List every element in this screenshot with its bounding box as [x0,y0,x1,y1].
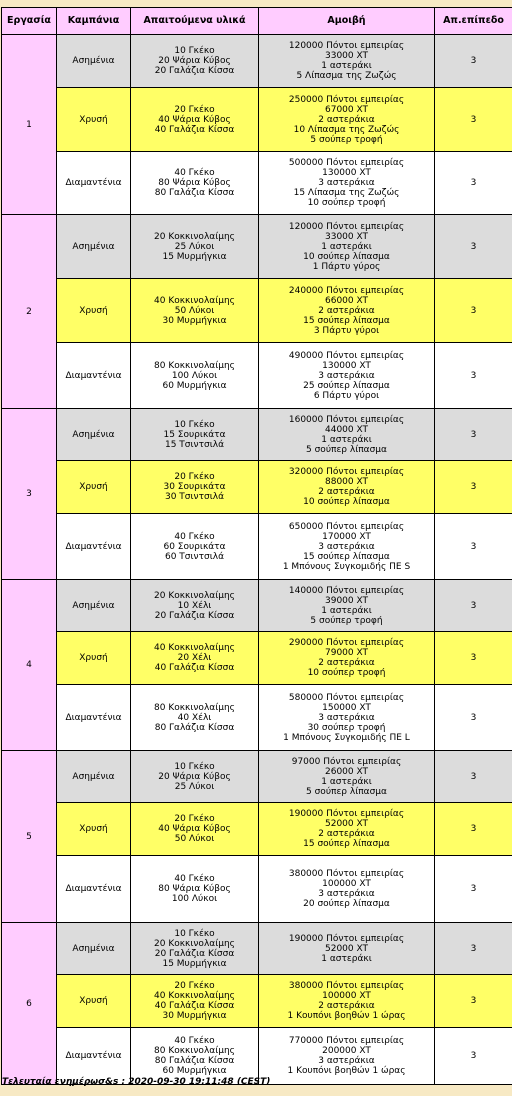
material-line: 80 Κοκκινολαίμης [154,702,235,713]
reward-cell [259,88,435,152]
task-number: 6 [2,923,57,1085]
reward-cell [259,685,435,751]
material-line: 15 Σουρικάτα [163,429,226,440]
material-line: 20 Γαλάζια Κίσσα [154,66,235,76]
level-cell: 3 [435,685,512,751]
reward-line: 140000 Πόντοι εμπειρίας [288,585,405,596]
level-cell: 3 [435,975,512,1028]
campaign-cell: Ασημένια [57,215,131,279]
reward-line: 3 αστεράκια [318,541,375,552]
material-line: 60 Μυρμήγκια [162,1066,227,1076]
level-cell: 3 [435,279,512,343]
reward-line: 250000 Πόντοι εμπειρίας [288,94,405,105]
materials-cell [131,461,259,514]
reward-line: 3 αστεράκια [318,1056,375,1066]
material-line: 80 Κοκκινολαίμης [154,1046,235,1056]
reward-line: 150000 XT [322,702,371,713]
reward-line: 1 αστεράκι [321,241,372,252]
reward-line: 1 Κουπόνι βοηθών 1 ώρας [287,1066,406,1076]
reward-line: 79000 XT [325,648,368,658]
material-line: 10 Γκέκο [174,46,215,56]
reward-line: 3 αστεράκια [318,712,375,723]
material-line: 40 Χέλι [177,712,212,723]
table-row [2,343,512,409]
material-line: 10 Χέλι [177,600,212,611]
material-line: 80 Κοκκινολαίμης [154,360,235,371]
material-line: 20 Γαλάζια Κίσσα [154,948,235,959]
reward-cell [259,751,435,803]
reward-line: 52000 XT [325,819,368,829]
reward-line: 170000 XT [322,531,371,542]
reward-line: 10 σούπερ λίπασμα [303,497,390,507]
campaign-cell: Διαμαντένια [57,1028,131,1085]
header-materials: Απαιτούμενα υλικά [131,8,259,35]
reward-line: 10 σούπερ λίπασμα [303,251,390,262]
material-line: 20 Γκέκο [174,472,215,482]
level-cell: 3 [435,409,512,461]
table-row [2,514,512,580]
reward-line: 580000 Πόντοι εμπειρίας [288,692,405,703]
reward-line: 10 Λίπασμα της Ζωζώς [293,124,400,135]
reward-cell [259,1028,435,1085]
reward-line: 190000 Πόντοι εμπειρίας [288,933,405,944]
reward-line: 2 αστεράκια [318,658,375,668]
material-line: 40 Γκέκο [174,1036,215,1046]
campaign-cell: Χρυσή [57,461,131,514]
task-number: 1 [2,35,57,215]
level-cell: 3 [435,580,512,632]
materials-cell [131,856,259,923]
campaign-cell: Χρυσή [57,803,131,856]
materials-cell [131,685,259,751]
campaign-cell: Ασημένια [57,35,131,88]
reward-cell [259,803,435,856]
material-line: 30 Τσιντσιλά [164,492,224,502]
material-line: 20 Γαλάζια Κίσσα [154,610,235,621]
material-line: 100 Λύκοι [171,370,218,381]
reward-line: 100000 XT [322,991,371,1001]
reward-line: 1 Κουπόνι βοηθών 1 ώρας [287,1011,406,1021]
table-row [2,1028,512,1085]
reward-line: 15 σούπερ λίπασμα [303,315,390,326]
reward-cell [259,975,435,1028]
reward-line: 190000 Πόντοι εμπειρίας [288,809,405,819]
table-row [2,632,512,685]
reward-line: 2 αστεράκια [318,829,375,839]
materials-cell [131,35,259,88]
material-line: 40 Γαλάζια Κίσσα [154,124,235,135]
reward-line: 500000 Πόντοι εμπειρίας [288,158,405,168]
campaign-cell: Ασημένια [57,580,131,632]
level-cell: 3 [435,215,512,279]
material-line: 20 Γκέκο [174,104,215,115]
reward-line: 2 αστεράκια [318,487,375,497]
table-row [2,215,512,279]
material-line: 40 Γκέκο [174,531,215,542]
reward-line: 490000 Πόντοι εμπειρίας [288,350,405,361]
reward-line: 120000 Πόντοι εμπειρίας [288,221,405,232]
reward-line: 1 Μπόνους Συγκομιδής ΠΕ L [283,732,410,743]
campaign-cell: Ασημένια [57,409,131,461]
campaign-cell: Χρυσή [57,632,131,685]
table-row [2,803,512,856]
reward-cell [259,35,435,88]
materials-cell [131,152,259,215]
reward-cell [259,856,435,923]
materials-cell [131,751,259,803]
reward-line: 120000 Πόντοι εμπειρίας [288,41,405,51]
material-line: 40 Γαλάζια Κίσσα [154,663,235,673]
material-line: 20 Ψάρια Κύβος [158,771,231,782]
material-line: 40 Κοκκινολαίμης [154,643,235,653]
material-line: 20 Γκέκο [174,981,215,991]
reward-line: 650000 Πόντοι εμπειρίας [288,521,405,532]
material-line: 15 Μυρμήγκια [162,251,227,262]
header-campaign: Καμπάνια [57,8,131,35]
reward-line: 1 Μπόνους Συγκομιδής ΠΕ S [282,561,411,572]
material-line: 80 Γαλάζια Κίσσα [154,188,235,198]
reward-cell [259,514,435,580]
level-cell: 3 [435,461,512,514]
table-row [2,856,512,923]
reward-cell [259,632,435,685]
header-row [2,8,512,35]
reward-line: 88000 XT [325,477,368,487]
header-level: Απ.επίπεδο [435,8,512,35]
reward-line: 1 Πάρτυ γύρος [312,261,381,272]
reward-line: 3 Πάρτυ γύροι [313,325,380,336]
materials-cell [131,632,259,685]
reward-line: 1 αστεράκι [321,61,372,71]
material-line: 40 Γαλάζια Κίσσα [154,1001,235,1011]
reward-line: 1 αστεράκι [321,434,372,445]
materials-cell [131,409,259,461]
campaign-cell: Ασημένια [57,923,131,975]
materials-cell [131,580,259,632]
material-line: 80 Ψάρια Κύβος [158,178,231,188]
material-line: 30 Μυρμήγκια [162,1011,227,1021]
reward-line: 10 σούπερ τροφή [307,198,386,208]
reward-line: 67000 XT [325,104,368,115]
material-line: 30 Σουρικάτα [163,482,226,492]
materials-cell [131,343,259,409]
task-number: 5 [2,751,57,923]
task-number: 4 [2,580,57,751]
material-line: 15 Τσιντσιλά [164,439,224,450]
material-line: 60 Σουρικάτα [163,541,226,552]
header-reward: Αμοιβή [259,8,435,35]
campaign-cell: Ασημένια [57,751,131,803]
table-row [2,685,512,751]
campaign-cell: Διαμαντένια [57,343,131,409]
reward-line: 30 σούπερ τροφή [307,722,386,733]
materials-cell [131,1028,259,1085]
campaign-cell: Διαμαντένια [57,514,131,580]
reward-line: 130000 XT [322,360,371,371]
material-line: 20 Κοκκινολαίμης [154,590,235,601]
material-line: 10 Γκέκο [174,419,215,430]
header-task: Εργασία [2,8,57,35]
campaign-cell: Χρυσή [57,975,131,1028]
campaign-cell: Χρυσή [57,88,131,152]
level-cell: 3 [435,923,512,975]
table-row [2,975,512,1028]
materials-cell [131,88,259,152]
material-line: 60 Μυρμήγκια [162,380,227,391]
reward-line: 52000 XT [325,943,368,954]
reward-line: 5 σούπερ τροφή [310,615,383,626]
reward-line: 39000 XT [325,595,368,606]
table-row [2,409,512,461]
table-row [2,923,512,975]
reward-line: 5 σούπερ λίπασμα [306,444,387,455]
reward-line: 240000 Πόντοι εμπειρίας [288,285,405,296]
materials-cell [131,923,259,975]
material-line: 40 Κοκκινολαίμης [154,295,235,306]
reward-cell [259,580,435,632]
reward-cell [259,279,435,343]
reward-line: 320000 Πόντοι εμπειρίας [288,467,405,477]
level-cell: 3 [435,856,512,923]
materials-cell [131,279,259,343]
last-updated: Τελευταία ενημέρωσ&s : 2020-09-30 19:11:48 (CEST) [2,1077,271,1087]
reward-cell [259,343,435,409]
reward-line: 5 Λίπασμα της Ζωζώς [296,71,397,81]
materials-cell [131,803,259,856]
level-cell: 3 [435,803,512,856]
reward-line: 3 αστεράκια [318,370,375,381]
level-cell: 3 [435,88,512,152]
reward-line: 100000 XT [322,879,371,889]
reward-cell [259,152,435,215]
reward-line: 2 αστεράκια [318,305,375,316]
campaign-cell: Διαμαντένια [57,152,131,215]
table-row [2,580,512,632]
material-line: 100 Λύκοι [171,894,218,904]
table-row [2,88,512,152]
reward-cell [259,409,435,461]
reward-line: 25 σούπερ λίπασμα [303,380,390,391]
material-line: 20 Κοκκινολαίμης [154,938,235,949]
material-line: 25 Λύκοι [174,781,215,792]
material-line: 50 Λύκοι [174,305,215,316]
level-cell: 3 [435,152,512,215]
reward-line: 26000 XT [325,766,368,777]
reward-line: 5 σούπερ λίπασμα [306,786,387,797]
table-row [2,279,512,343]
material-line: 30 Μυρμήγκια [162,315,227,326]
material-line: 50 Λύκοι [174,834,215,844]
reward-line: 15 σούπερ λίπασμα [303,839,390,849]
material-line: 10 Γκέκο [174,928,215,939]
material-line: 40 Κοκκινολαίμης [154,991,235,1001]
table-row [2,152,512,215]
reward-line: 130000 XT [322,168,371,178]
material-line: 20 Κοκκινολαίμης [154,231,235,242]
reward-line: 290000 Πόντοι εμπειρίας [288,638,405,648]
reward-line: 2 αστεράκια [318,1001,375,1011]
material-line: 40 Ψάρια Κύβος [158,114,231,125]
materials-cell [131,514,259,580]
reward-line: 160000 Πόντοι εμπειρίας [288,414,405,425]
reward-line: 66000 XT [325,295,368,306]
material-line: 10 Γκέκο [174,761,215,772]
reward-line: 10 σούπερ τροφή [307,668,386,678]
reward-line: 3 αστεράκια [318,178,375,188]
reward-line: 3 αστεράκια [318,889,375,899]
reward-line: 1 αστεράκι [321,605,372,616]
reward-line: 2 αστεράκια [318,114,375,125]
level-cell: 3 [435,35,512,88]
material-line: 80 Ψάρια Κύβος [158,884,231,894]
table-row [2,461,512,514]
material-line: 80 Γαλάζια Κίσσα [154,1056,235,1066]
reward-line: 1 αστεράκι [321,776,372,787]
reward-line: 20 σούπερ λίπασμα [303,899,390,909]
material-line: 80 Γαλάζια Κίσσα [154,722,235,733]
level-cell: 3 [435,751,512,803]
reward-line: 380000 Πόντοι εμπειρίας [288,981,405,991]
reward-line: 770000 Πόντοι εμπειρίας [288,1036,405,1046]
level-cell: 3 [435,343,512,409]
level-cell: 3 [435,514,512,580]
table-row [2,751,512,803]
reward-cell [259,461,435,514]
table-body [2,35,512,1085]
material-line: 20 Χέλι [177,653,212,663]
level-cell: 3 [435,1028,512,1085]
material-line: 20 Γκέκο [174,814,215,824]
reward-cell [259,923,435,975]
reward-line: 6 Πάρτυ γύροι [313,390,380,401]
reward-line: 200000 XT [322,1046,371,1056]
material-line: 60 Τσιντσιλά [164,551,224,562]
reward-cell [259,215,435,279]
reward-line: 15 Λίπασμα της Ζωζώς [293,188,400,198]
reward-line: 1 αστεράκι [321,953,372,964]
task-number: 3 [2,409,57,580]
level-cell: 3 [435,632,512,685]
material-line: 40 Ψάρια Κύβος [158,824,231,834]
material-line: 20 Ψάρια Κύβος [158,56,231,66]
reward-line: 5 σούπερ τροφή [310,134,383,145]
materials-cell [131,975,259,1028]
reward-line: 44000 XT [325,424,368,435]
reward-line: 380000 Πόντοι εμπειρίας [288,869,405,879]
reward-line: 15 σούπερ λίπασμα [303,551,390,562]
material-line: 15 Μυρμήγκια [162,958,227,969]
rewards-table [1,7,512,1085]
material-line: 40 Γκέκο [174,874,215,884]
task-number: 2 [2,215,57,409]
reward-line: 33000 XT [325,51,368,61]
table-row [2,35,512,88]
material-line: 25 Λύκοι [174,241,215,252]
material-line: 40 Γκέκο [174,168,215,178]
campaign-cell: Διαμαντένια [57,856,131,923]
campaign-cell: Χρυσή [57,279,131,343]
reward-line: 33000 XT [325,231,368,242]
campaign-cell: Διαμαντένια [57,685,131,751]
materials-cell [131,215,259,279]
reward-line: 97000 Πόντοι εμπειρίας [291,756,402,767]
